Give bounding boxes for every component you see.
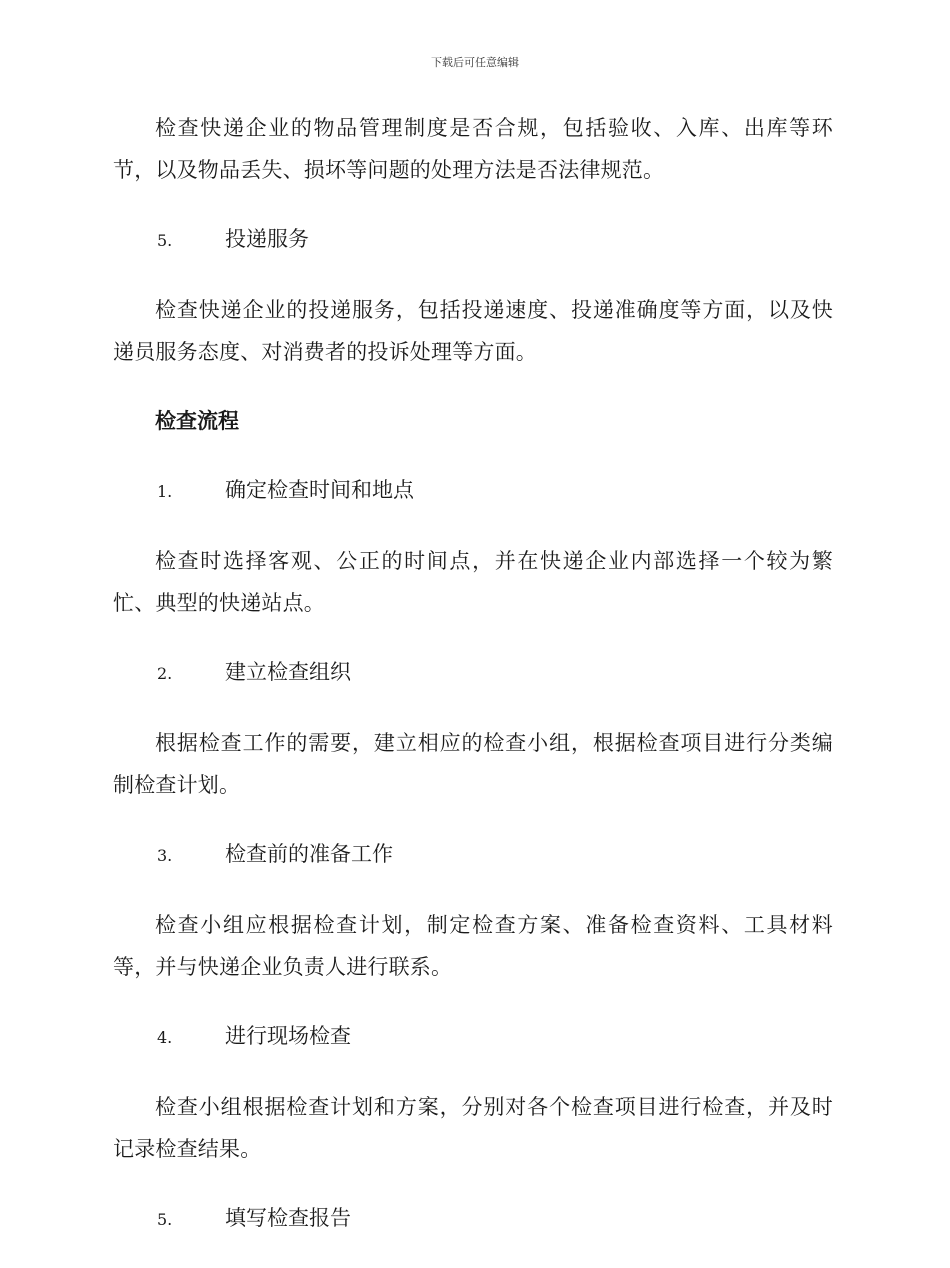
paragraph-goods-management: 检查快递企业的物品管理制度是否合规，包括验收、入库、出库等环节，以及物品丢失、损坏等问题的处理方法是否法律规范。 xyxy=(113,116,833,182)
list-item-number: 4. xyxy=(157,1028,173,1047)
list-item-label: 确定检查时间和地点 xyxy=(225,478,414,502)
list-item-onsite-inspection xyxy=(113,1015,833,1059)
list-item-label: 检查前的准备工作 xyxy=(225,842,393,866)
list-item-report xyxy=(113,1197,833,1241)
paragraph-onsite-inspection: 检查小组根据检查计划和方案，分别对各个检查项目进行检查，并及时记录检查结果。 xyxy=(113,1095,833,1161)
list-item-organization xyxy=(113,651,833,695)
paragraph-preparation: 检查小组应根据检查计划，制定检查方案、准备检查资料、工具材料等，并与快递企业负责人进行联系。 xyxy=(113,913,833,979)
list-item-number: 1. xyxy=(157,482,173,501)
list-item-label: 进行现场检查 xyxy=(225,1024,351,1048)
list-item-number: 5. xyxy=(157,231,173,250)
list-item-label: 建立检查组织 xyxy=(225,660,351,684)
paragraph-delivery-service: 检查快递企业的投递服务，包括投递速度、投递准确度等方面，以及快递员服务态度、对消费者的投诉处理等方面。 xyxy=(113,298,833,364)
list-item-number: 2. xyxy=(157,664,173,683)
list-item-label: 投递服务 xyxy=(225,227,309,251)
list-item-preparation xyxy=(113,833,833,877)
page-header: 下载后可任意编辑 xyxy=(431,56,519,69)
list-item-number: 3. xyxy=(157,846,173,865)
paragraph-organization: 根据检查工作的需要，建立相应的检查小组，根据检查项目进行分类编制检查计划。 xyxy=(113,731,833,797)
list-item-delivery-service xyxy=(113,218,833,262)
list-item-label: 填写检查报告 xyxy=(225,1206,351,1230)
list-item-time-place xyxy=(113,469,833,513)
paragraph-time-place: 检查时选择客观、公正的时间点，并在快递企业内部选择一个较为繁忙、典型的快递站点。 xyxy=(113,549,833,615)
document-body xyxy=(113,107,833,1268)
section-heading: 检查流程 xyxy=(155,409,239,433)
list-item-number: 5. xyxy=(157,1210,173,1229)
